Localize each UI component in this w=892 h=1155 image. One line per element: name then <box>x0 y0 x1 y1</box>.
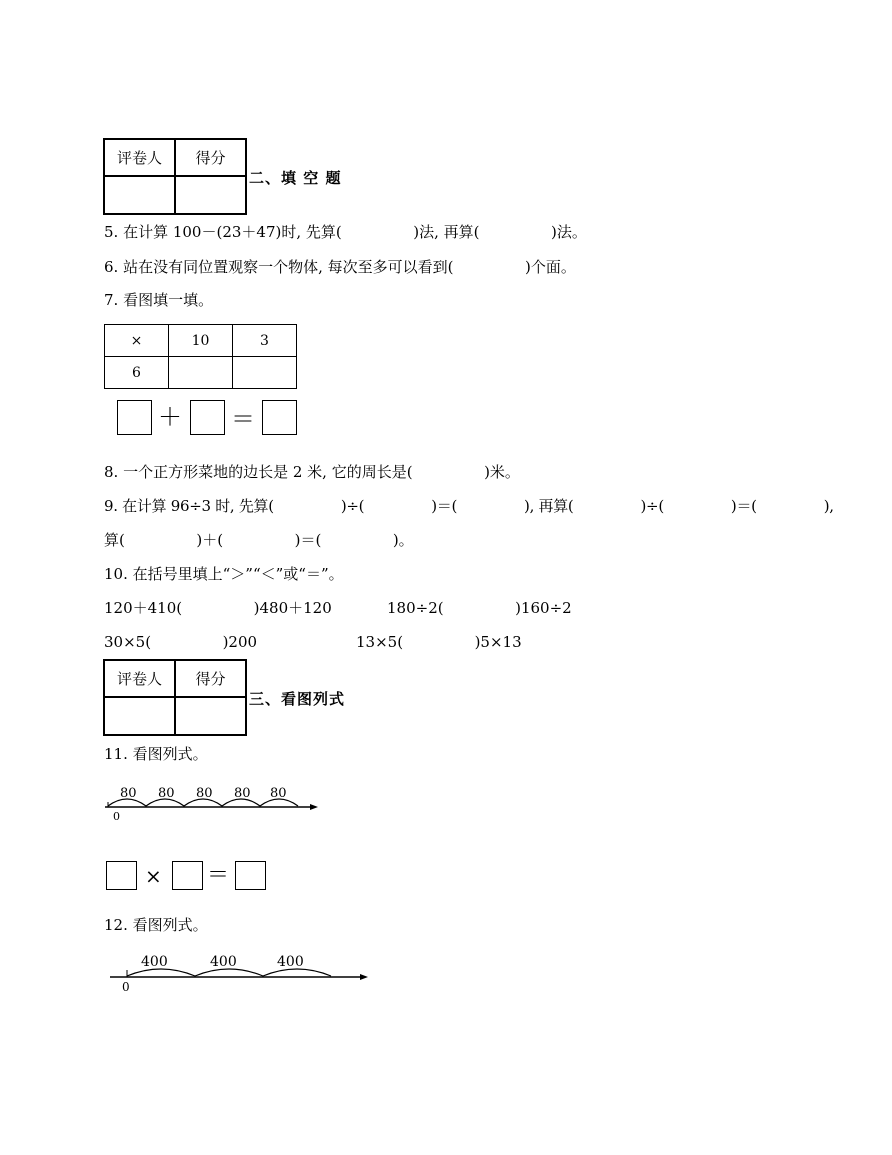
question-8: 8. 一个正方形菜地的边长是 2 米, 它的周长是( )米。 <box>104 463 520 481</box>
times-sign: × <box>145 864 162 888</box>
question-5: 5. 在计算 100－(23＋47)时, 先算( )法, 再算( )法。 <box>104 223 587 241</box>
answer-box[interactable] <box>262 400 297 435</box>
answer-cell[interactable] <box>169 357 233 389</box>
answer-box[interactable] <box>117 400 152 435</box>
row-header: 6 <box>105 357 169 389</box>
comparison-item: 13×5( )5×13 <box>356 633 522 651</box>
question-9-line-1: 9. 在计算 96÷3 时, 先算( )÷( )＝( ), 再算( )÷( )＝( ), <box>104 497 834 515</box>
number-line-diagram <box>105 948 375 993</box>
answer-box[interactable] <box>190 400 225 435</box>
arrow-head <box>310 804 318 810</box>
segment-label: 80 <box>158 786 175 801</box>
times-sign: × <box>105 325 169 357</box>
question-10: 10. 在括号里填上“＞”“＜”或“＝”。 <box>104 565 344 583</box>
number-line-diagram <box>100 780 330 825</box>
comparison-item: 30×5( )200 <box>104 633 258 651</box>
question-9-line-2: 算( )＋( )＝( )。 <box>104 531 414 549</box>
origin-label: 0 <box>113 810 120 823</box>
column-header: 10 <box>169 325 233 357</box>
multiplication-table <box>104 324 297 389</box>
score-cell[interactable] <box>175 176 246 214</box>
arrow-head <box>360 974 368 980</box>
comparison-item: 180÷2( )160÷2 <box>387 599 572 617</box>
section-title: 三、看图列式 <box>249 690 346 708</box>
answer-box[interactable] <box>235 861 266 890</box>
segment-label: 80 <box>270 786 287 801</box>
answer-box[interactable] <box>172 861 203 890</box>
question-6: 6. 站在没有同位置观察一个物体, 每次至多可以看到( )个面。 <box>104 258 576 276</box>
grader-cell[interactable] <box>104 697 175 735</box>
segment-label: 400 <box>141 954 168 970</box>
equals-sign: ＝ <box>231 405 255 433</box>
segment-label: 400 <box>277 954 304 970</box>
score-box <box>103 138 247 215</box>
segment-label: 80 <box>196 786 213 801</box>
section-title: 二、填 空 题 <box>249 169 342 187</box>
origin-label: 0 <box>122 980 130 993</box>
jump-arcs <box>127 969 331 976</box>
comparison-item: 120＋410( )480＋120 <box>104 599 332 617</box>
question-11: 11. 看图列式。 <box>104 745 208 763</box>
answer-cell[interactable] <box>233 357 297 389</box>
grader-header: 评卷人 <box>104 139 175 176</box>
segment-label: 80 <box>234 786 251 801</box>
segment-label: 400 <box>210 954 237 970</box>
question-7: 7. 看图填一填。 <box>104 291 214 309</box>
question-12: 12. 看图列式。 <box>104 916 208 934</box>
answer-box[interactable] <box>106 861 137 890</box>
grader-cell[interactable] <box>104 176 175 214</box>
plus-sign: ＋ <box>158 403 182 431</box>
score-header: 得分 <box>175 660 246 697</box>
score-header: 得分 <box>175 139 246 176</box>
segment-label: 80 <box>120 786 137 801</box>
grader-header: 评卷人 <box>104 660 175 697</box>
score-box <box>103 659 247 736</box>
equals-sign: ＝ <box>207 863 230 888</box>
score-cell[interactable] <box>175 697 246 735</box>
column-header: 3 <box>233 325 297 357</box>
